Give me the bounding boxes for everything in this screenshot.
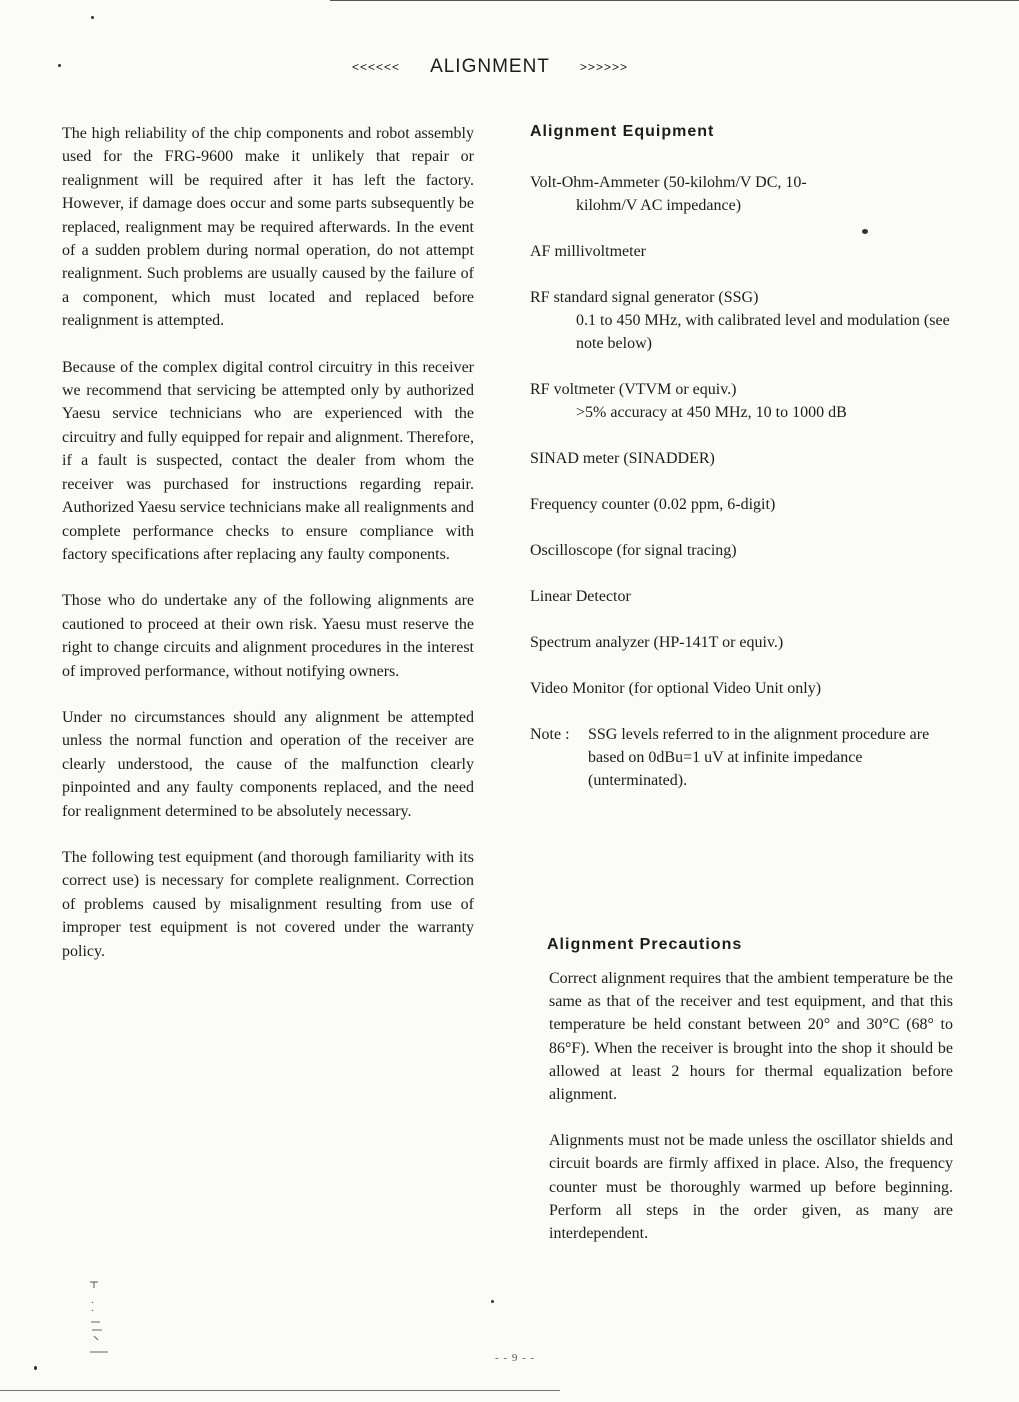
paragraph-shields: Alignments must not be made unless the oscillator shields and circuit boards are firmly affixed in place. Also, the frequency counter must be thoroughly warmed up before beginning. Perform all steps in the order given, as many are interdependent. [549, 1132, 953, 1243]
list-item [530, 585, 950, 608]
bottom-rule [0, 1390, 560, 1391]
equipment-name: AF millivoltmeter [530, 243, 646, 260]
page-title: ALIGNMENT [430, 56, 550, 77]
equipment-list [530, 171, 950, 700]
right-column [530, 120, 950, 792]
equipment-detail: 0.1 to 450 MHz, with calibrated level and modulation (see note below) [576, 312, 950, 352]
equipment-name: Frequency counter (0.02 ppm, 6-digit) [530, 496, 776, 513]
paragraph-circumstances: Under no circumstances should any alignment be attempted unless the normal function and operation of the receiver are clearly understood, the cause of the malfunction clearly pinpointed and any faulty components replaced, and the need for realignment determined to be absolutely necessary. [62, 708, 474, 820]
equipment-heading: Alignment Equipment [530, 123, 715, 140]
equipment-name: Video Monitor (for optional Video Unit only) [530, 680, 822, 697]
top-rule [330, 0, 1019, 1]
list-item [530, 171, 950, 217]
equipment-name: Oscilloscope (for signal tracing) [530, 542, 737, 559]
equipment-name: RF standard signal generator (SSG) [530, 289, 759, 306]
equipment-name: Linear Detector [530, 588, 631, 605]
list-item [530, 677, 950, 700]
paragraph-caution: Those who do undertake any of the following alignments are cautioned to proceed at their own risk. Yaesu must reserve the right to change circuits and alignment procedures in the interest of improved performance, without notifying owners. [62, 592, 474, 680]
precautions-section [549, 967, 953, 1268]
header-left-arrows: <<<<<< [352, 60, 401, 74]
scan-speck [491, 1300, 494, 1303]
paragraph-temperature: Correct alignment requires that the ambient temperature be the same as that of the receiver and test equipment, and that this temperature be held constant between 20° and 30°C (68° to 86°F). When the receiver is brought into the shop it should be allowed at least 2 hours for thermal equalization before alignment. [549, 970, 953, 1104]
equipment-name: RF voltmeter (VTVM or equiv.) [530, 381, 737, 398]
list-item [530, 493, 950, 516]
header-right-arrows: >>>>>> [579, 60, 628, 74]
note-text: SSG levels referred to in the alignment procedure are based on 0dBu=1 uV at infinite impedance (unterminated). [588, 726, 930, 789]
scan-speck [862, 229, 868, 234]
ssg-note [530, 723, 950, 792]
list-item [530, 539, 950, 562]
margin-scribble-icon [88, 1278, 110, 1358]
left-column [62, 122, 474, 986]
list-item [530, 240, 950, 263]
scan-speck [34, 1366, 37, 1370]
list-item [530, 286, 950, 355]
equipment-name: Spectrum analyzer (HP-141T or equiv.) [530, 634, 784, 651]
paragraph-servicing: Because of the complex digital control circuitry in this receiver we recommend that servicing be attempted only by authorized Yaesu service technicians who are experienced with the circuitry and fully equipped for repair and alignment. Therefore, if a fault is suspected, contact the dealer from whom the receiver was purchased for instructions regarding repair. Authorized Yaesu service technicians make all realignments and complete performance checks to ensure compliance with factory specifications after replacing any faulty components. [62, 358, 474, 563]
note-label: Note : [530, 726, 570, 743]
list-item [530, 378, 950, 424]
paragraph-test-equipment: The following test equipment (and thorough familiarity with its correct use) is necessary for complete realignment. Correction of problems caused by misalignment resulting from use of improper test equipment is not covered under the warranty policy. [62, 848, 474, 960]
list-item [530, 631, 950, 654]
page-header [300, 52, 680, 82]
scan-speck [91, 16, 94, 19]
list-item [530, 447, 950, 470]
equipment-name: SINAD meter (SINADDER) [530, 450, 715, 467]
equipment-detail: >5% accuracy at 450 MHz, 10 to 1000 dB [576, 404, 847, 421]
paragraph-reliability: The high reliability of the chip components and robot assembly used for the FRG-9600 make it unlikely that repair or realignment will be required after it has left the factory. However, if damage does occur and some parts subsequently be replaced, realignment may be required afterwards. In the event of a sudden problem during normal operation, do not attempt realignment. Such problems are usually caused by the failure of a component, which must located and replaced before realignment is attempted. [62, 125, 474, 330]
precautions-heading: Alignment Precautions [547, 936, 743, 953]
equipment-detail: kilohm/V AC impedance) [576, 197, 742, 214]
equipment-name: Volt-Ohm-Ammeter (50-kilohm/V DC, 10- [530, 174, 807, 191]
scan-speck [58, 64, 61, 67]
page-number: - - 9 - - [495, 1352, 536, 1364]
